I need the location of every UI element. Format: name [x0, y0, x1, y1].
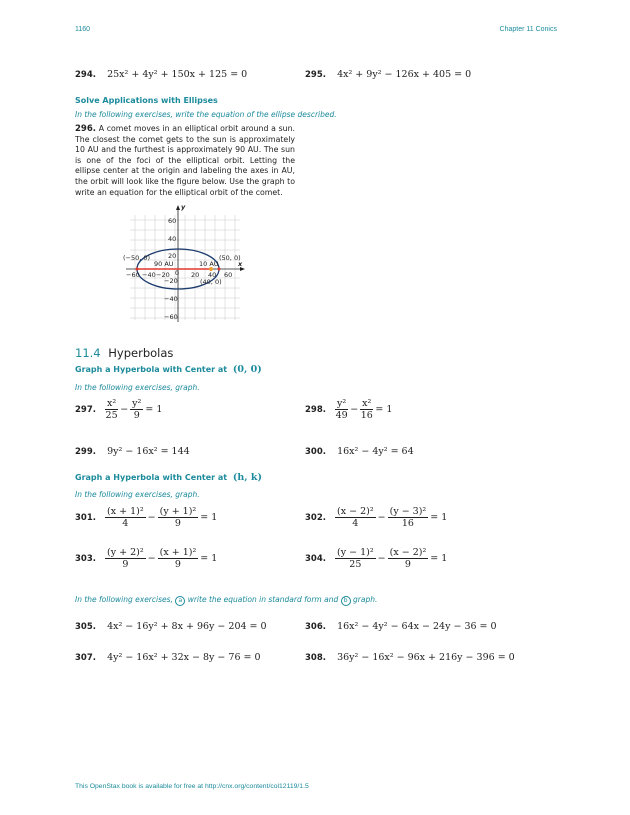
equation-rhs: = 1 — [375, 404, 393, 415]
denominator: 9 — [133, 410, 140, 421]
exercise-expression: 4x² + 9y² − 126x + 405 = 0 — [337, 69, 472, 80]
exercise-304: 304. $\frac{\text{(y − 1)²}}{25}$ − $\frac{\text{(x − 2)²}}{9}$ = 1 — [305, 547, 448, 570]
numerator: (x − 2)² — [337, 506, 374, 517]
exercise-expression: 36y² − 16x² − 96x + 216y − 396 = 0 — [337, 652, 515, 663]
instruction-text: graph. — [353, 595, 378, 604]
exercise-number: 308. — [305, 653, 326, 663]
equation-rhs: = 1 — [200, 512, 218, 523]
exercise-number: 295. — [305, 70, 326, 80]
footer-availability-note: This OpenStax book is available for free at http://cnx.org/content/col12119/1.5 — [75, 783, 309, 790]
subsection-title: Graph a Hyperbola with Center at — [75, 473, 228, 482]
numerator: (y + 1)² — [159, 506, 197, 517]
numerator: (y − 1)² — [337, 547, 374, 558]
exercise-300 — [305, 439, 414, 458]
x-tick-label: −40 — [142, 271, 156, 279]
x-tick-label: −20 — [156, 271, 170, 279]
subsection-heading: Solve Applications with Ellipses — [75, 96, 218, 105]
denominator: 9 — [404, 559, 411, 570]
x-axis-label: x — [238, 260, 243, 268]
subsection-title: Graph a Hyperbola with Center at — [75, 365, 228, 374]
exercise-299 — [75, 439, 190, 458]
denominator: 9 — [122, 559, 129, 570]
exercise-number: 298. — [305, 405, 326, 415]
exercise-307 — [75, 645, 261, 664]
exercise-number: 300. — [305, 447, 326, 457]
exercise-number: 302. — [305, 513, 326, 523]
equation-rhs: = 1 — [200, 553, 218, 564]
exercise-instruction: In the following exercises, graph. — [75, 490, 200, 499]
subsection-heading — [75, 364, 262, 375]
exercise-number: 307. — [75, 653, 96, 663]
numerator: y² — [337, 398, 347, 409]
comet-orbit-graph — [120, 200, 250, 325]
y-axis-arrow-icon — [176, 205, 180, 210]
exercise-expression: 16x² − 4y² − 64x − 24y − 36 = 0 — [337, 621, 497, 632]
exercise-expression: 4x² − 16y² + 8x + 96y − 204 = 0 — [107, 621, 267, 632]
exercise-308 — [305, 645, 515, 664]
y-tick-label: 60 — [168, 217, 177, 225]
subsection-center: (0, 0) — [232, 364, 262, 375]
denominator: 9 — [174, 559, 181, 570]
exercise-number: 304. — [305, 554, 326, 564]
denominator: 9 — [174, 518, 181, 529]
exercise-number: 297. — [75, 405, 96, 415]
exercise-expression: 16x² − 4y² = 64 — [337, 446, 414, 457]
distance-90-label: 90 AU — [154, 260, 174, 268]
denominator: 25 — [105, 410, 118, 421]
y-tick-label: −20 — [164, 277, 178, 285]
denominator: 49 — [335, 410, 348, 421]
denominator: 16 — [401, 518, 414, 529]
exercise-number: 299. — [75, 447, 96, 457]
section-title: Hyperbolas — [108, 346, 174, 360]
exercise-number: 296. — [75, 124, 96, 134]
exercise-expression: 4y² − 16x² + 32x − 8y − 76 = 0 — [107, 652, 261, 663]
exercise-295 — [305, 62, 471, 81]
section-heading — [75, 346, 173, 360]
exercise-instruction: In the following exercises, graph. — [75, 383, 200, 392]
exercise-expression: 9y² − 16x² = 144 — [107, 446, 190, 457]
exercise-number: 306. — [305, 622, 326, 632]
graph-grid — [130, 215, 240, 320]
denominator: 4 — [352, 518, 359, 529]
exercise-298: 298. $\frac{\text{y²}}{49}$ − $\frac{\text{x²}}{16}$ = 1 — [305, 398, 393, 421]
exercise-number: 301. — [75, 513, 96, 523]
denominator: 25 — [349, 559, 362, 570]
chapter-title: Chapter 11 Conics — [499, 26, 557, 33]
numerator: (x + 1)² — [107, 506, 144, 517]
exercise-number: 303. — [75, 554, 96, 564]
exercise-294 — [75, 62, 247, 81]
equation-rhs: = 1 — [430, 512, 448, 523]
numerator: x² — [362, 398, 372, 409]
equation-rhs: = 1 — [145, 404, 163, 415]
y-tick-label: 20 — [168, 252, 177, 260]
y-tick-label: −40 — [164, 295, 178, 303]
numerator: (y + 2)² — [107, 547, 144, 558]
exercise-number: 305. — [75, 622, 96, 632]
exercise-number: 294. — [75, 70, 96, 80]
exercise-301: 301. $\frac{\text{(x + 1)²}}{4}$ − $\frac{\text{(y + 1)²}}{9}$ = 1 — [75, 506, 218, 529]
subsection-heading — [75, 472, 262, 483]
x-tick-label: −60 — [126, 271, 140, 279]
vertex-left-label: (−50, 0) — [123, 254, 151, 262]
numerator: (x − 2)² — [389, 547, 427, 558]
exercise-instruction: In the following exercises, write the equation of the ellipse described. — [75, 110, 337, 119]
subsection-center: (h, k) — [232, 472, 262, 483]
x-tick-label: 0 — [175, 269, 180, 277]
exercise-302: 302. $\frac{\text{(x − 2)²}}{4}$ − $\frac{\text{(y − 3)²}}{16}$ = 1 — [305, 506, 448, 529]
vertex-right-label: (50, 0) — [219, 254, 241, 262]
numerator: (y − 3)² — [389, 506, 427, 517]
exercise-text: A comet moves in an elliptical orbit around a sun. The closest the comet gets to the sun is approximately 10 AU and the furthest is approximately 90 AU. The sun is one of the foci of the elliptical orbit. Letting the ellipse center at the origin and labeling the axes in AU, the orbit will look like the figure below. Use the graph to write an equation for the elliptical orbit of the comet. — [75, 124, 296, 197]
instruction-text: In the following exercises, — [75, 595, 173, 604]
exercise-306 — [305, 614, 497, 633]
focus-label: (40, 0) — [200, 278, 222, 286]
exercise-instruction — [75, 595, 377, 606]
x-tick-label: 40 — [208, 271, 217, 279]
exercise-296 — [75, 124, 295, 198]
y-tick-label: −60 — [164, 313, 178, 321]
exercise-expression: 25x² + 4y² + 150x + 125 = 0 — [107, 69, 248, 80]
distance-10-label: 10 AU — [199, 260, 219, 268]
page-number: 1160 — [75, 26, 91, 33]
y-axis-label: y — [181, 203, 186, 211]
numerator: x² — [107, 398, 117, 409]
y-tick-label: 40 — [168, 235, 177, 243]
circled-b-icon: b — [341, 596, 351, 606]
numerator: y² — [132, 398, 142, 409]
exercise-303: 303. $\frac{\text{(y + 2)²}}{9}$ − $\frac{\text{(x + 1)²}}{9}$ = 1 — [75, 547, 218, 570]
instruction-text: write the equation in standard form and — [187, 595, 339, 604]
equation-rhs: = 1 — [430, 553, 448, 564]
denominator: 16 — [360, 410, 373, 421]
circled-a-icon: a — [175, 596, 185, 606]
x-tick-label: 60 — [224, 271, 233, 279]
exercise-305 — [75, 614, 267, 633]
x-tick-label: 20 — [191, 271, 200, 279]
exercise-297: 297. $\frac{\text{x²}}{25}$ − $\frac{\text{y²}}{9}$ = 1 — [75, 398, 163, 421]
section-number: 11.4 — [75, 346, 101, 360]
numerator: (x + 1)² — [159, 547, 197, 558]
denominator: 4 — [122, 518, 129, 529]
